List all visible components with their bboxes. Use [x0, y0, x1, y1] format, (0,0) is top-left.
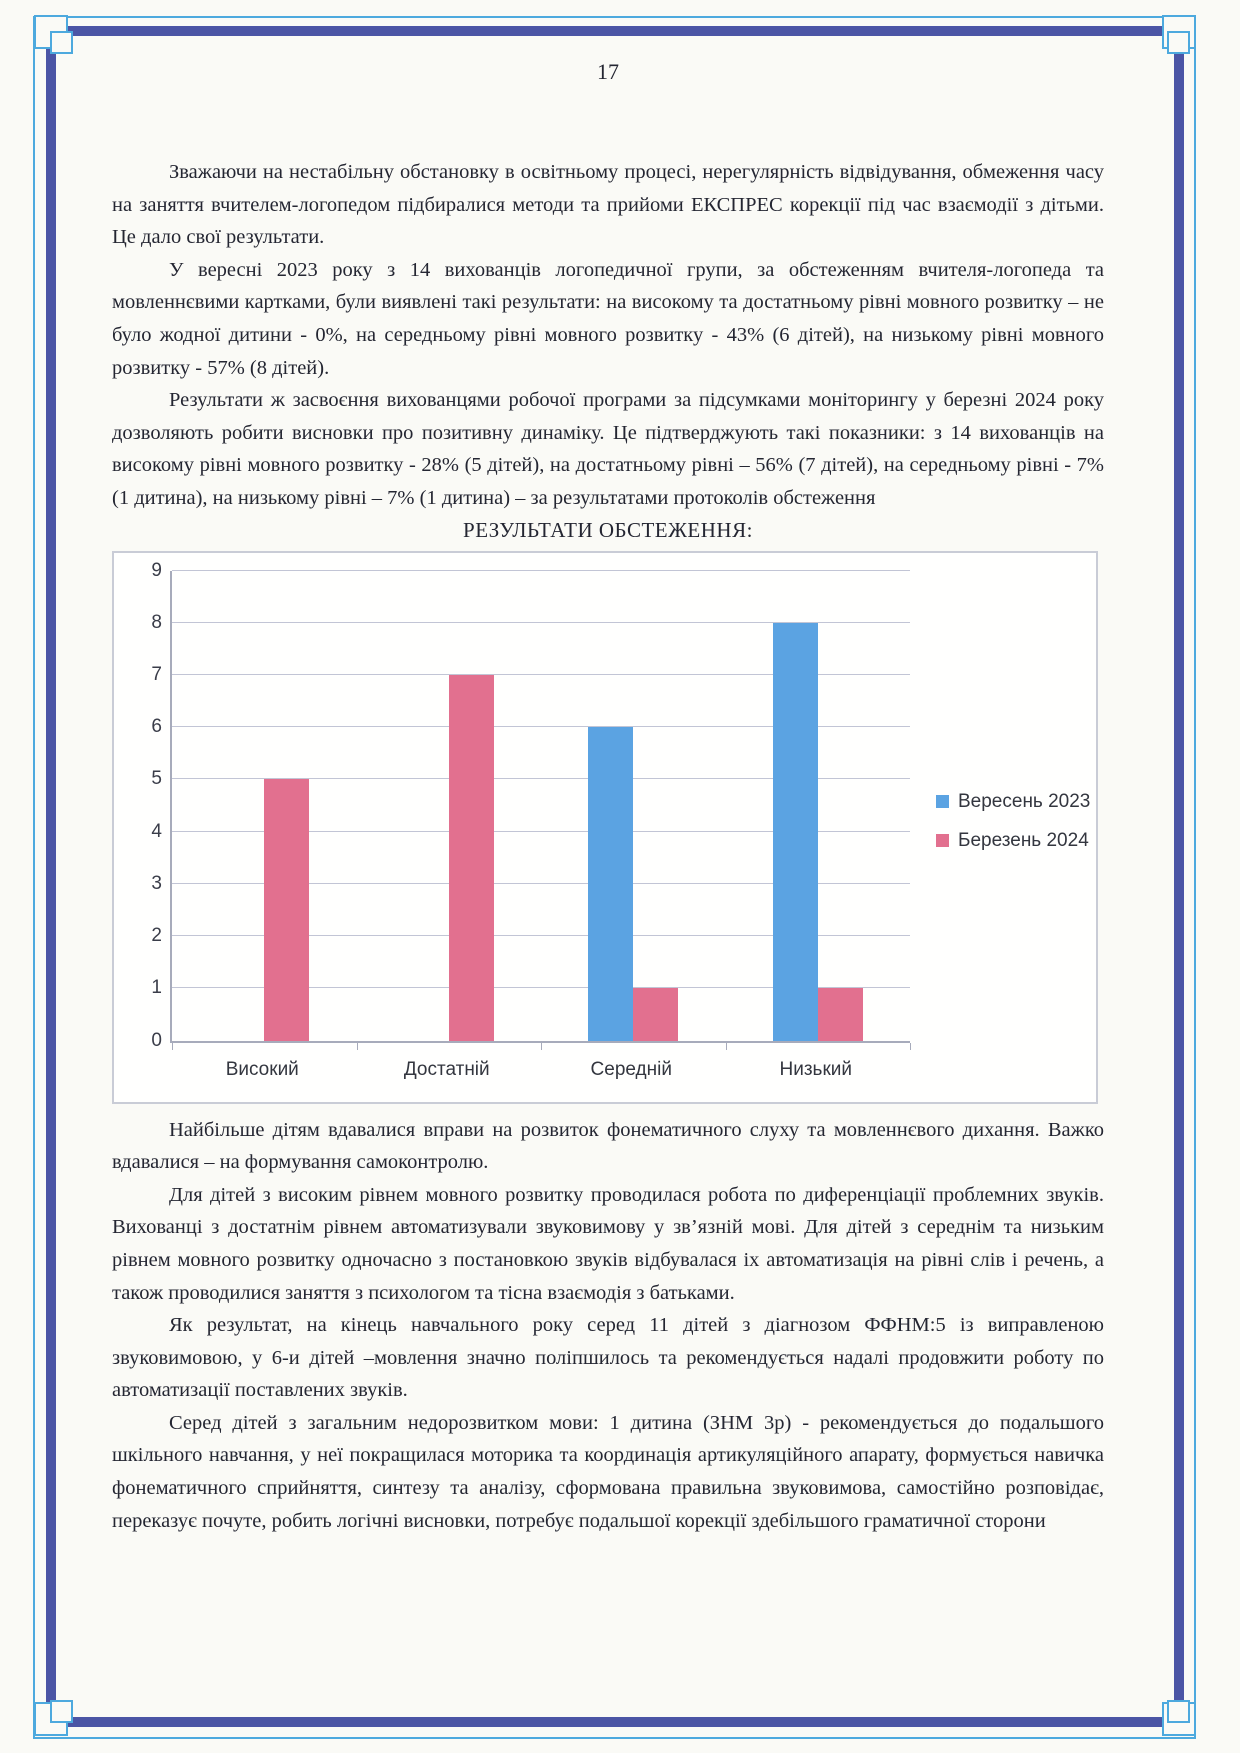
legend-label: Березень 2024	[958, 829, 1089, 851]
x-axis-tick	[726, 1043, 727, 1050]
x-axis-tick	[172, 1043, 173, 1050]
paragraph: Серед дітей з загальним недорозвитком мови: 1 дитина (ЗНМ 3р) - рекомендується до подальшого шкільного навчання, у неї покращилася моторика та координація артикуляційного апарату, формується навичка фонематичного сприйняття, синтезу та аналізу, сформована правильна звуковимова, самостійно розповідає, переказує почуте, робить логічні висновки, потребує подальшої корекції здебільшого граматичної сторони	[112, 1411, 1104, 1532]
legend-label: Вересень 2023	[958, 790, 1091, 812]
legend-item	[936, 830, 1090, 852]
y-axis-label: 8	[151, 611, 162, 633]
bar-березень-2024	[818, 988, 863, 1040]
bar-group	[357, 571, 542, 1041]
y-axis-label: 7	[151, 663, 162, 685]
legend-item	[936, 791, 1090, 813]
legend-swatch	[936, 834, 949, 847]
y-axis-label: 5	[151, 768, 162, 790]
bar-group	[726, 571, 911, 1041]
document-content	[112, 58, 1104, 1537]
paragraph: У вересні 2023 року з 14 вихованців логопедичної групи, за обстеженням вчителя-логопеда та мовленнєвими картками, були виявлені такі результати: на високому та достатньому рівні мовного розвитку – не було жодної дитини - 0%, на середньому рівні мовного розвитку - 43% (6 дітей), на низькому рівні мовного розвитку - 57% (8 дітей).	[112, 258, 1104, 379]
legend-swatch	[936, 795, 949, 808]
category-label: Низький	[779, 1058, 852, 1080]
chart-category-axis	[170, 1059, 908, 1081]
y-axis-label: 2	[151, 925, 162, 947]
paragraph: Як результат, на кінець навчального року серед 11 дітей з діагнозом ФФНМ:5 із виправленою звуковимовою, у 6-и дітей –мовлення значно поліпшилось та рекомендується надалі продовжити роботу по автоматизації поставлених звуків.	[112, 1314, 1104, 1402]
chart-title: РЕЗУЛЬТАТИ ОБСТЕЖЕННЯ:	[463, 517, 753, 542]
page-number: 17	[597, 59, 619, 84]
y-axis-label: 6	[151, 716, 162, 738]
bar-groups	[172, 571, 910, 1041]
bar-березень-2024	[633, 988, 678, 1040]
paragraph: Результати ж засвоєння вихованцями робочої програми за підсумками моніторингу у березні 2024 року дозволяють робити висновки про позитивну динаміку. Це підтверджують такі показники: з 14 вихованців на високому рівні мовного розвитку - 28% (5 дітей), на достатньому рівні – 56% (7 дітей), на середньому рівні - 7% (1 дитина), на низькому рівні – 7% (1 дитина) – за результатами протоколів обстеження	[112, 389, 1104, 509]
corner-ornament	[50, 31, 73, 54]
y-axis-label: 4	[151, 820, 162, 842]
bar-group	[541, 571, 726, 1041]
category-label: Середній	[590, 1058, 672, 1080]
results-bar-chart	[112, 551, 1098, 1104]
y-axis-label: 0	[151, 1029, 162, 1051]
bar-вересень-2023	[588, 727, 633, 1040]
chart-plot-area	[170, 571, 910, 1043]
category-label: Високий	[225, 1058, 299, 1080]
y-axis-label: 9	[151, 559, 162, 581]
y-axis-label: 3	[151, 872, 162, 894]
corner-ornament	[1167, 1700, 1190, 1723]
bar-group	[172, 571, 357, 1041]
text-section-before-chart	[112, 156, 1104, 515]
chart-legend	[936, 791, 1090, 852]
text-section-after-chart	[112, 1114, 1104, 1538]
x-axis-tick	[910, 1043, 911, 1050]
category-label: Достатній	[403, 1058, 490, 1080]
paragraph: Найбільше дітям вдавалися вправи на розвиток фонематичного слуху та мовленнєвого дихання. Важко вдавалися – на формування самоконтролю.	[112, 1118, 1104, 1174]
paragraph: Для дітей з високим рівнем мовного розвитку проводилася робота по диференціації проблемних звуків. Вихованці з достатнім рівнем автоматизували звуковимову у зв’язній мові. Для дітей з середнім та низьким рівнем мовного розвитку одночасно з постановкою звуків відбувалася іх автоматизація на рівні слів і речень, а також проводилися заняття з психологом та тісна взаємодія з батьками.	[112, 1183, 1104, 1304]
corner-ornament	[1167, 31, 1190, 54]
corner-ornament	[50, 1700, 73, 1723]
bar-березень-2024	[264, 779, 309, 1040]
paragraph: Зважаючи на нестабільну обстановку в освітньому процесі, нерегулярність відвідування, обмеження часу на заняття вчителем-логопедом підбиралися методи та прийоми ЕКСПРЕС корекції під час взаємодії з дітьми. Це дало свої результати.	[112, 161, 1104, 249]
bar-вересень-2023	[773, 623, 818, 1041]
bar-березень-2024	[449, 675, 494, 1041]
x-axis-tick	[357, 1043, 358, 1050]
x-axis-tick	[541, 1043, 542, 1050]
y-axis-label: 1	[151, 977, 162, 999]
